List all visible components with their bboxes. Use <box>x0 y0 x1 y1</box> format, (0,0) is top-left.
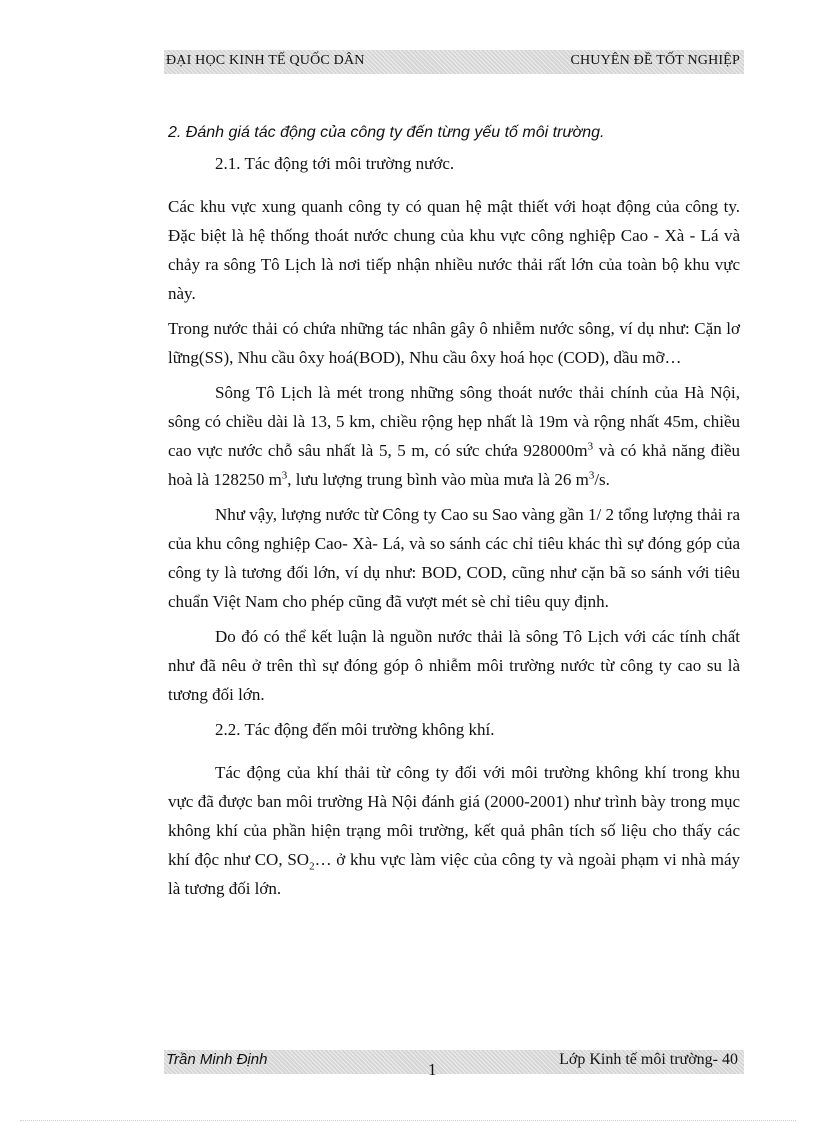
footer-class: Lớp Kinh tế môi trường- 40 <box>559 1051 738 1068</box>
paragraph-conclusion: Do đó có thể kết luận là nguồn nước thải là sông Tô Lịch với các tính chất như đã nêu ở trên thì sự đóng góp ô nhiễm môi trường nước từ công ty cao su là tương đối lớn. <box>168 627 740 704</box>
paragraph-to-lich-river: Sông Tô Lịch là mét trong những sông thoát nước thải chính của Hà Nội, sông có chiều dài là 13, 5 km, chiều rộng hẹp nhất là 19m và rộng nhất 45m, chiều cao vực nước chỗ sâu nhất là 5, 5 m, có sức chứa $928000m^3$ và có khả năng điều hoà là 128250 $m^3$, lưu lượng trung bình vào mùa mưa là 26 $m^3/s$. <box>168 383 741 489</box>
document-body <box>168 118 740 909</box>
subsection-title-air: 2.2. Tác động đến môi trường không khí. <box>215 720 495 739</box>
paragraph-area: Các khu vực xung quanh công ty có quan hệ mật thiết với hoạt động của công ty. Đặc biệt là hệ thống thoát nước chung của khu vực công nghiệp Cao - Xà - Lá và chảy ra sông Tô Lịch là nơi tiếp nhận nhiều nước thải rất lớn của toàn bộ khu vực này. <box>168 197 740 303</box>
header-university: ĐẠI HỌC KINH TẾ QUỐC DÂN <box>166 53 365 68</box>
footer-author: Trần Minh Định <box>166 1051 268 1068</box>
paragraph-contribution: Như vậy, lượng nước từ Công ty Cao su Sao vàng gần 1/ 2 tổng lượng thải ra của khu công nghiệp Cao- Xà- Lá, và so sánh các chỉ tiêu khác thì sự đóng góp của công ty là tương đối lớn, ví dụ như: BOD, COD, cũng như cặn bã so sánh với tiêu chuẩn Việt Nam cho phép cũng đã vượt mét sè chỉ tiêu quy định. <box>168 505 740 611</box>
page-number: 1 <box>428 1060 437 1079</box>
header-doc-type: CHUYÊN ĐỀ TỐT NGHIỆP <box>570 53 740 68</box>
subsection-title-water: 2.1. Tác động tới môi trường nước. <box>215 154 455 173</box>
section-title: 2. Đánh giá tác động của công ty đến từng yếu tố môi trường. <box>168 124 605 141</box>
page-header <box>164 50 744 74</box>
page-footer <box>164 1050 744 1074</box>
page-divider <box>20 1120 796 1121</box>
paragraph-pollutants: Trong nước thải có chứa những tác nhân gây ô nhiễm nước sông, ví dụ như: Cặn lơ lững(SS), Nhu cầu ôxy hoá(BOD), Nhu cầu ôxy hoá học (COD), dầu mỡ… <box>168 319 740 367</box>
paragraph-air-impact: Tác động của khí thải từ công ty đối với môi trường không khí trong khu vực đã được ban môi trường Hà Nội đánh giá (2000-2001) như trình bày trong mục không khí của phần hiện trạng môi trường, kết quả phân tích số liệu cho thấy các khí độc như CO, $SO_2\dots$ ở khu vực làm việc của công ty và ngoài phạm vi nhà máy là tương đối lớn. <box>168 763 740 898</box>
